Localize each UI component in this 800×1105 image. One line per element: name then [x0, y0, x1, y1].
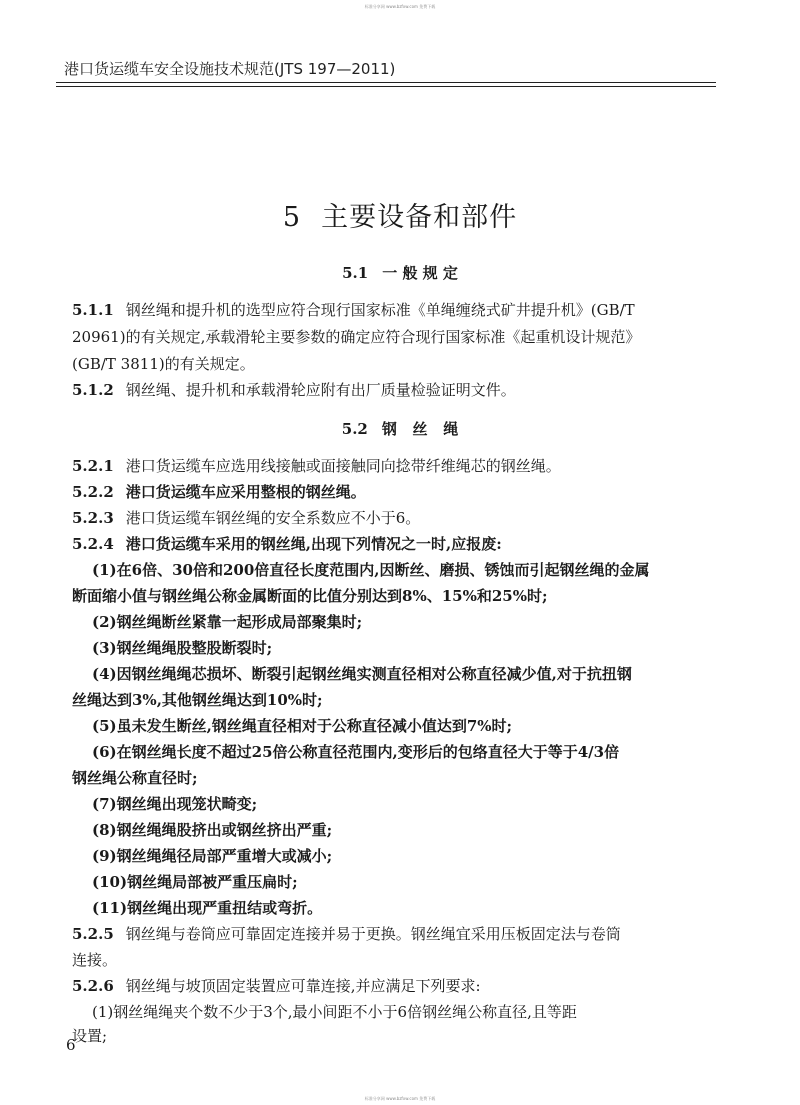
clause-number: 5.2.2: [72, 483, 114, 501]
clause-text: 港口货运缆车钢丝绳的安全系数应不小于6。: [125, 509, 421, 527]
list-item-continuation: 断面缩小值与钢丝绳公称金属断面的比值分别达到8%、15%和25%时;: [72, 587, 548, 605]
list-item: (9)钢丝绳绳径局部严重增大或减小;: [92, 847, 333, 865]
running-header: 港口货运缆车安全设施技术规范(JTS 197—2011): [64, 60, 396, 78]
clause-5-2-5-line-1: [72, 924, 621, 944]
clause-5-1-1-line-3: (GB/T 3811)的有关规定。: [72, 355, 255, 373]
section-title: 钢 丝 绳: [381, 420, 459, 438]
clause-number: 5.2.5: [72, 925, 114, 943]
clause-5-2-1: [72, 456, 561, 476]
list-item: (2)钢丝绳断丝紧靠一起形成局部聚集时;: [92, 613, 363, 631]
clause-5-1-2: [72, 380, 516, 400]
clause-number: 5.2.1: [72, 457, 114, 475]
clause-text: 港口货运缆车应采用整根的钢丝绳。: [125, 483, 366, 501]
clause-text: 钢丝绳和提升机的选型应符合现行国家标准《单绳缠绕式矿井提升机》(GB/T: [125, 301, 635, 319]
chapter-title-text: 主要设备和部件: [321, 202, 518, 233]
section-title: 一 般 规 定: [382, 264, 458, 282]
chapter-title: [0, 195, 800, 234]
list-item: (8)钢丝绳绳股挤出或钢丝挤出严重;: [92, 821, 333, 839]
clause-5-2-3: [72, 508, 420, 528]
section-number: 5.2: [341, 420, 368, 438]
header-rule-thin: [56, 86, 716, 87]
clause-5-2-5-line-2: 连接。: [72, 951, 118, 969]
list-item-continuation: 丝绳达到3%,其他钢丝绳达到10%时;: [72, 691, 323, 709]
section-5-1-heading: [0, 262, 800, 283]
chapter-number: 5: [282, 202, 302, 233]
clause-5-1-1-line-2: 20961)的有关规定,承载滑轮主要参数的确定应符合现行国家标准《起重机设计规范》: [72, 328, 641, 346]
list-item: (3)钢丝绳绳股整股断裂时;: [92, 639, 273, 657]
header-rule: [56, 82, 716, 83]
list-item: (5)虽未发生断丝,钢丝绳直径相对于公称直径减小值达到7%时;: [92, 717, 513, 735]
list-item-continuation: 钢丝绳公称直径时;: [72, 769, 198, 787]
section-number: 5.1: [342, 264, 369, 282]
watermark-top: 标准分享网 www.bzfxw.com 免费下载: [364, 4, 436, 9]
clause-number: 5.2.4: [72, 535, 114, 553]
clause-text: 港口货运缆车采用的钢丝绳,出现下列情况之一时,应报废:: [125, 535, 502, 553]
list-item: (1)钢丝绳绳夹个数不少于3个,最小间距不小于6倍钢丝绳公称直径,且等距: [92, 1003, 577, 1021]
clause-text: 港口货运缆车应选用线接触或面接触同向捻带纤维绳芯的钢丝绳。: [125, 457, 561, 475]
list-item: (1)在6倍、30倍和200倍直径长度范围内,因断丝、磨损、锈蚀而引起钢丝绳的金属: [92, 561, 650, 579]
clause-text: 钢丝绳、提升机和承载滑轮应附有出厂质量检验证明文件。: [125, 381, 516, 399]
list-item-continuation: 设置;: [72, 1027, 108, 1045]
clause-text: 钢丝绳与卷筒应可靠固定连接并易于更换。钢丝绳宜采用压板固定法与卷筒: [125, 925, 621, 943]
clause-5-1-1-line-1: [72, 300, 635, 320]
page-number: 6: [66, 1036, 76, 1054]
list-item: (11)钢丝绳出现严重扭结或弯折。: [92, 899, 323, 917]
list-item: (10)钢丝绳局部被严重压扁时;: [92, 873, 298, 891]
clause-number: 5.1.1: [72, 301, 114, 319]
clause-5-2-2: [72, 482, 366, 502]
clause-5-2-6: [72, 976, 481, 996]
clause-number: 5.2.6: [72, 977, 114, 995]
clause-5-2-4: [72, 534, 502, 554]
list-item: (4)因钢丝绳绳芯损坏、断裂引起钢丝绳实测直径相对公称直径减少值,对于抗扭钢: [92, 665, 632, 683]
clause-number: 5.2.3: [72, 509, 114, 527]
clause-number: 5.1.2: [72, 381, 114, 399]
list-item: (7)钢丝绳出现笼状畸变;: [92, 795, 258, 813]
list-item: (6)在钢丝绳长度不超过25倍公称直径范围内,变形后的包络直径大于等于4/3倍: [92, 743, 620, 761]
section-5-2-heading: [0, 418, 800, 439]
clause-text: 钢丝绳与坡顶固定装置应可靠连接,并应满足下列要求:: [125, 977, 481, 995]
watermark-bottom: 标准分享网 www.bzfxw.com 免费下载: [364, 1096, 436, 1101]
